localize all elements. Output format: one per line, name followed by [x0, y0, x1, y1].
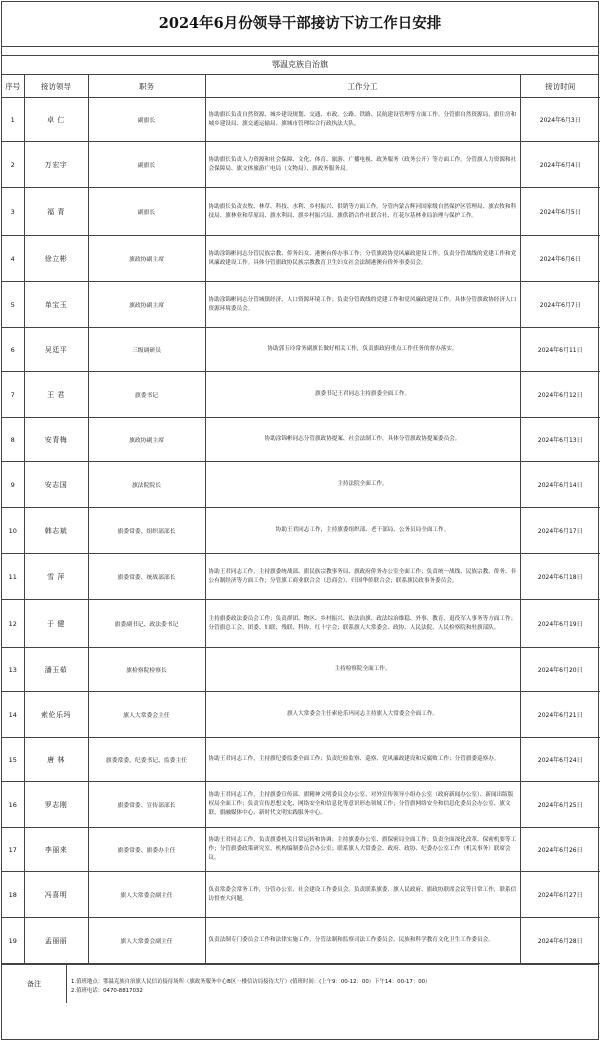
schedule-sheet — [1, 1, 599, 1040]
row-duty: 协助王君同志工作，主持旗委宣传部、旗精神文明委员会办公室、对外宣传领导小组办公室（政府新闻办公室）、新闻出版版权局全面工作；负责宣传思想文化、网络安全和信息化等意识形态领域工作；分管旗网络安全和信息化委员会办公室、旗文联、旗融媒体中心、新时代文明实践服务中心。 — [205, 782, 520, 828]
row-date: 2024年6月11日 — [520, 328, 600, 372]
row-seq: 4 — [2, 236, 24, 282]
row-duty: 协助旗长负责自然资源、城乡建设规划、交通、市政、公路、铁路、民航建设管理等方面工作。分管旗自然资源局、旗住房和城乡建设局、旗交通运输局、旗城市管理综合行政执法大队。 — [205, 98, 520, 142]
header-duty: 工作分工 — [205, 75, 520, 98]
row-date: 2024年6月19日 — [520, 600, 600, 648]
row-duty: 主持旗委政法委员会工作；负责群团、物区、乡村振兴、依法治旗、政法综治维稳、外事、教育、退役军人事务等方面工作；分管旗总工会、团委、妇联、残联、科协、红十字会；联系旗人大常委会、政协、人民法院、人民检察院和驻旗部队。 — [205, 600, 520, 648]
table-row — [2, 188, 600, 236]
row-leader-name: 罗志刚 — [24, 782, 88, 828]
row-position: 副旗长 — [88, 188, 205, 236]
row-leader-name: 冯喜明 — [24, 872, 88, 918]
row-seq: 18 — [2, 872, 24, 918]
page-title: 2024年6月份领导干部接访下访工作日安排 — [2, 2, 598, 47]
row-date: 2024年6月24日 — [520, 738, 600, 782]
table-row — [2, 648, 600, 692]
row-duty: 协助旗长负责人力资源和社会保障、文化、体育、旅游、广播电视、政务服务（政务公开）等方面工作。分管旗人力资源和社会保障局、旗文体旅游广电局（文物局）、旗政务服务局。 — [205, 142, 520, 188]
row-position: 旗委常委、旗委办主任 — [88, 828, 205, 872]
row-duty: 协助涂锦彬同志分管城镇经济、人口资源环境工作；负责分管战线的党建工作和党风廉政建设工作。具体分管旗政协经济人口资源环境委员会。 — [205, 282, 520, 328]
row-duty: 旗人大常委会主任索伦乐玛同志主持旗人大常委会全面工作。 — [205, 692, 520, 738]
table-row — [2, 462, 600, 508]
row-position: 副旗长 — [88, 142, 205, 188]
row-date: 2024年6月12日 — [520, 372, 600, 418]
row-date: 2024年6月13日 — [520, 418, 600, 462]
table-row — [2, 782, 600, 828]
row-duty: 主持检察院全面工作。 — [205, 648, 520, 692]
row-date: 2024年6月6日 — [520, 236, 600, 282]
table-row — [2, 828, 600, 872]
row-seq: 16 — [2, 782, 24, 828]
table-row — [2, 372, 600, 418]
table-row — [2, 692, 600, 738]
row-position: 副旗长 — [88, 98, 205, 142]
header-position: 职务 — [88, 75, 205, 98]
row-leader-name: 王 君 — [24, 372, 88, 418]
row-position: 旗法院院长 — [88, 462, 205, 508]
row-date: 2024年6月25日 — [520, 782, 600, 828]
row-date: 2024年6月21日 — [520, 692, 600, 738]
row-leader-name: 安志国 — [24, 462, 88, 508]
row-seq: 5 — [2, 282, 24, 328]
row-position: 旗委常委、组织部部长 — [88, 508, 205, 554]
row-leader-name: 韩志斌 — [24, 508, 88, 554]
table-row — [2, 236, 600, 282]
notes-label: 备注 — [2, 965, 67, 1003]
row-date: 2024年6月27日 — [520, 872, 600, 918]
row-position: 旗检察院检察长 — [88, 648, 205, 692]
row-duty: 协助王君同志工作，主持旗委组织部、老干部局、公务员局全面工作。 — [205, 508, 520, 554]
notes-content — [67, 965, 598, 1003]
row-date: 2024年6月26日 — [520, 828, 600, 872]
row-seq: 6 — [2, 328, 24, 372]
header-leader: 接访领导 — [24, 75, 88, 98]
row-date: 2024年6月7日 — [520, 282, 600, 328]
header-date: 接访时间 — [520, 75, 600, 98]
row-duty: 协助王君同志工作，主持旗纪委监委全面工作；负责纪检监察、巡察、党风廉政建设和反腐败工作；分管旗委巡察办。 — [205, 738, 520, 782]
row-seq: 7 — [2, 372, 24, 418]
row-position: 旗委副书记、政法委书记 — [88, 600, 205, 648]
table-row — [2, 600, 600, 648]
row-date: 2024年6月3日 — [520, 98, 600, 142]
table-body — [2, 98, 600, 964]
row-leader-name: 李丽来 — [24, 828, 88, 872]
notes-section — [2, 964, 598, 1003]
row-position: 旗政协副主席 — [88, 236, 205, 282]
table-row — [2, 418, 600, 462]
note-line-location: 1.值班地点：鄂温克族自治旗人民信访接待场所（旗政务服务中心B区一楼信访局接待大厅）(值班时间：(上午9：00-12：00）下午14：00-17：00） — [71, 979, 431, 985]
row-date: 2024年6月18日 — [520, 554, 600, 600]
row-duty: 协助涂锦彬同志分管民族宗教、侨务妇女、港澳台侨办事工作；分管旗政协党风廉政建设工作。负责分管战线的党建工作和党风廉政建设工作。具体分管旗政协民族宗教教育卫生妇女社会法制港澳台侨外事委员会。 — [205, 236, 520, 282]
table-header-row — [2, 75, 600, 98]
row-date: 2024年6月4日 — [520, 142, 600, 188]
row-position: 旗政协副主席 — [88, 418, 205, 462]
row-seq: 12 — [2, 600, 24, 648]
row-leader-name: 安青梅 — [24, 418, 88, 462]
row-duty: 协助郭玉玲常务副旗长做好相关工作，负责旗政府重点工作任务的督办落实。 — [205, 328, 520, 372]
row-leader-name: 雪 萍 — [24, 554, 88, 600]
row-leader-name: 卓 仁 — [24, 98, 88, 142]
table-row — [2, 872, 600, 918]
row-seq: 9 — [2, 462, 24, 508]
row-position: 旗人大常委会副主任 — [88, 918, 205, 964]
schedule-table — [2, 75, 600, 964]
table-row — [2, 282, 600, 328]
row-seq: 15 — [2, 738, 24, 782]
row-leader-name: 孟丽丽 — [24, 918, 88, 964]
row-date: 2024年6月14日 — [520, 462, 600, 508]
row-seq: 3 — [2, 188, 24, 236]
row-leader-name: 唐 林 — [24, 738, 88, 782]
row-position: 旗委书记 — [88, 372, 205, 418]
table-row — [2, 142, 600, 188]
row-leader-name: 于 健 — [24, 600, 88, 648]
note-line-phone: 2.值班电话：0470-8817032 — [71, 988, 143, 994]
header-seq: 序号 — [2, 75, 24, 98]
row-position: 旗委常委、统战部部长 — [88, 554, 205, 600]
row-position: 旗委常委、宣传部部长 — [88, 782, 205, 828]
row-duty: 协助涂锦彬同志分管旗政协提案、社会法制工作。具体分管旗政协提案委员会。 — [205, 418, 520, 462]
table-row — [2, 554, 600, 600]
row-leader-name: 福 青 — [24, 188, 88, 236]
row-leader-name: 潘玉茹 — [24, 648, 88, 692]
row-duty: 协助王君同志工作，主持旗委统战部、旗民族宗教事务局、旗政府侨务办公室全面工作；负责统一战线、民族宗教、侨务、非公有制经济等方面工作；分管旗工商业联合会（总商会）、归国华侨联合会；联系旗民政事务委员会。 — [205, 554, 520, 600]
region-label: 鄂温克族自治旗 — [2, 56, 598, 75]
row-leader-name: 单宝玉 — [24, 282, 88, 328]
row-leader-name: 万宏宇 — [24, 142, 88, 188]
row-seq: 17 — [2, 828, 24, 872]
table-row — [2, 508, 600, 554]
row-seq: 19 — [2, 918, 24, 964]
row-seq: 13 — [2, 648, 24, 692]
row-leader-name: 吴廷平 — [24, 328, 88, 372]
row-position: 三级调研员 — [88, 328, 205, 372]
row-date: 2024年6月17日 — [520, 508, 600, 554]
row-duty: 主持法院全面工作。 — [205, 462, 520, 508]
row-duty: 协助王君同志工作，负责旗委机关日常运转和协调；主持旗委办公室、旗保密局全面工作；负责全面深化改革、保密机要等工作；分管旗委政策研究室、机构编制委员会办公室；联系旗人大常委会、政府、政协、纪委办公室工作（机关事务）联席会议。 — [205, 828, 520, 872]
row-date: 2024年6月5日 — [520, 188, 600, 236]
table-row — [2, 918, 600, 964]
row-seq: 11 — [2, 554, 24, 600]
table-row — [2, 738, 600, 782]
table-row — [2, 328, 600, 372]
row-duty: 负责法制专门委员会工作和法律实施工作，分管法制和监察司法工作委员会、民族和科学教育文化卫生工作委员会。 — [205, 918, 520, 964]
spacer-row — [2, 47, 598, 56]
row-leader-name: 徐立彬 — [24, 236, 88, 282]
row-position: 旗人大常委会副主任 — [88, 872, 205, 918]
table-row — [2, 98, 600, 142]
row-seq: 10 — [2, 508, 24, 554]
row-duty: 负责常委会常务工作，分管办公室、社会建设工作委员会。负责联系旗委、旗人民政府、旗政协联席会议等日常工作，联系信访督查大问题。 — [205, 872, 520, 918]
row-date: 2024年6月20日 — [520, 648, 600, 692]
row-date: 2024年6月28日 — [520, 918, 600, 964]
row-seq: 1 — [2, 98, 24, 142]
row-duty: 协助旗长负责农牧、林草、科技、水利、乡村振兴、供销等方面工作。分管内蒙古辉河国家级自然保护区管理局、旗农牧和科技局、旗林业和草原局、旗水利局、旗乡村振兴局、旗供销合作社联合社、红花尔基林业局治理与保护工作。 — [205, 188, 520, 236]
row-seq: 2 — [2, 142, 24, 188]
row-duty: 旗委书记王君同志主持旗委全面工作。 — [205, 372, 520, 418]
row-position: 旗政协副主席 — [88, 282, 205, 328]
row-seq: 8 — [2, 418, 24, 462]
row-seq: 14 — [2, 692, 24, 738]
row-leader-name: 索伦乐玛 — [24, 692, 88, 738]
row-position: 旗人大常委会主任 — [88, 692, 205, 738]
row-position: 旗委常委、纪委书记、监委主任 — [88, 738, 205, 782]
